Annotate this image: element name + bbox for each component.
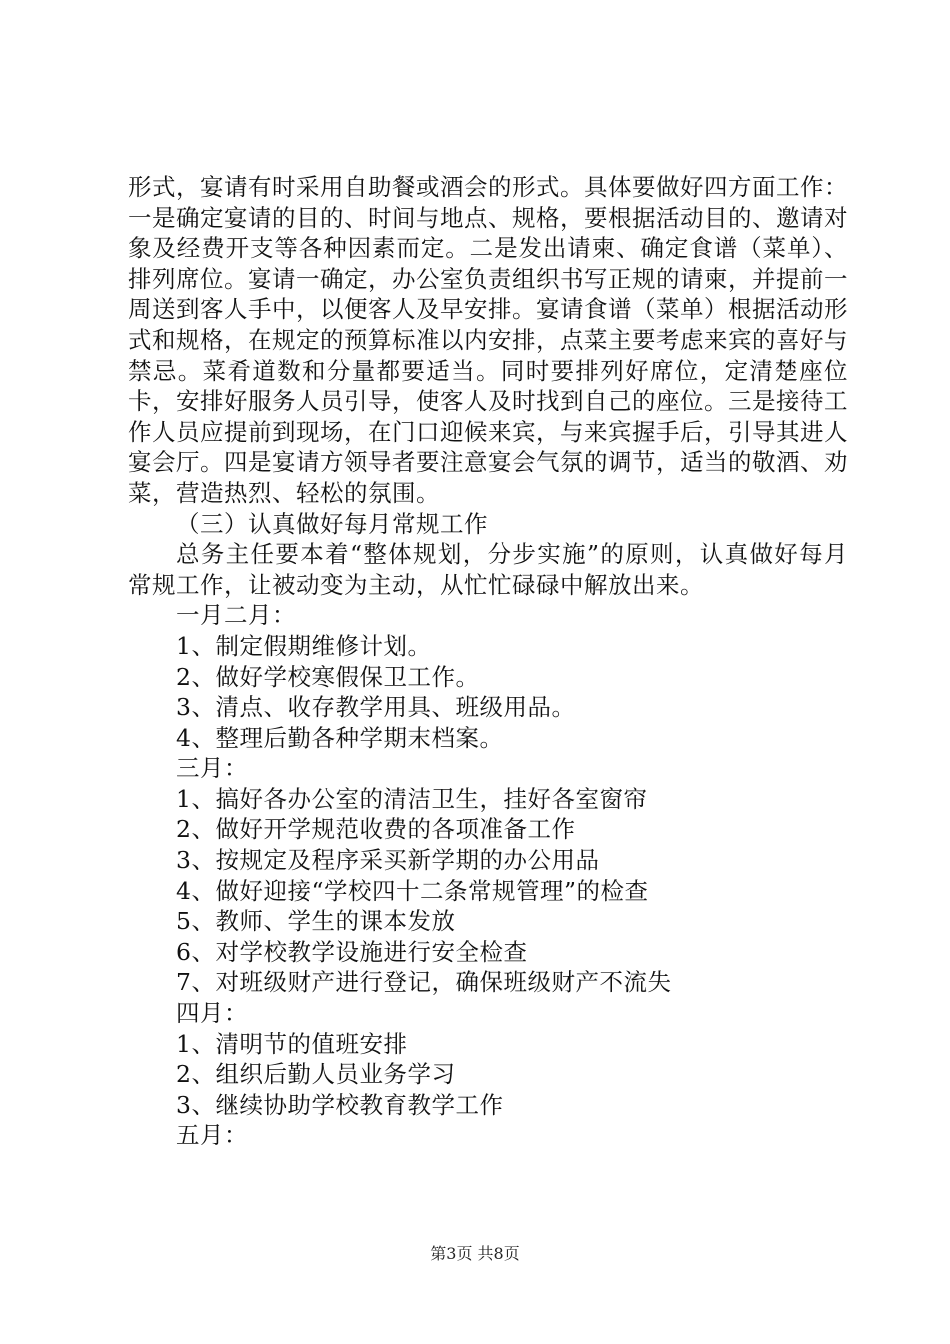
document-body	[128, 172, 848, 1151]
page-number: 第3页 共8页	[430, 1244, 520, 1263]
month-heading-jan-feb: 一月二月：	[176, 601, 296, 630]
section-heading-monthly-work: （三）认真做好每月常规工作	[176, 509, 488, 538]
month-heading-may: 五月：	[176, 1121, 248, 1150]
list-item: 3、按规定及程序采买新学期的办公用品	[176, 846, 600, 875]
list-item: 2、做好开学规范收费的各项准备工作	[176, 815, 576, 844]
month-heading-april: 四月：	[176, 999, 248, 1028]
list-item: 7、对班级财产进行登记，确保班级财产不流失	[176, 968, 672, 997]
list-item: 5、教师、学生的课本发放	[176, 907, 456, 936]
list-item: 4、做好迎接“学校四十二条常规管理”的检查	[176, 876, 649, 905]
paragraph-banquet-work: 形式，宴请有时采用自助餐或酒会的形式。具体要做好四方面工作：一是确定宴请的目的、时间与地点、规格，要根据活动目的、邀请对象及经费开支等各种因素而定。二是发出请柬、确定食谱（菜单）、排列席位。宴请一确定，办公室负责组织书写正规的请柬，并提前一周送到客人手中，以便客人及早安排。宴请食谱（菜单）根据活动形式和规格，在规定的预算标准以内安排，点菜主要考虑来宾的喜好与禁忌。菜肴道数和分量都要适当。同时要排列好席位，定清楚座位卡，安排好服务人员引导，使客人及时找到自己的座位。三是接待工作人员应提前到现场，在门口迎候来宾，与来宾握手后，引导其进人宴会厅。四是宴请方领导者要注意宴会气氛的调节，适当的敬酒、劝菜，营造热烈、轻松的氛围。	[128, 173, 848, 507]
list-item: 6、对学校教学设施进行安全检查	[176, 937, 528, 966]
paragraph-monthly-principle: 总务主任要本着“整体规划，分步实施”的原则，认真做好每月常规工作，让被动变为主动，从忙忙碌碌中解放出来。	[128, 540, 848, 599]
list-item: 4、整理后勤各种学期末档案。	[176, 723, 504, 752]
list-item: 1、搞好各办公室的清洁卫生，挂好各室窗帘	[176, 784, 648, 813]
list-item: 1、制定假期维修计划。	[176, 631, 432, 660]
list-item: 2、做好学校寒假保卫工作。	[176, 662, 480, 691]
list-item: 3、清点、收存教学用具、班级用品。	[176, 693, 576, 722]
list-item: 2、组织后勤人员业务学习	[176, 1060, 456, 1089]
page-footer	[0, 1244, 950, 1264]
list-item: 1、清明节的值班安排	[176, 1029, 408, 1058]
list-item: 3、继续协助学校教育教学工作	[176, 1090, 504, 1119]
month-heading-march: 三月：	[176, 754, 248, 783]
